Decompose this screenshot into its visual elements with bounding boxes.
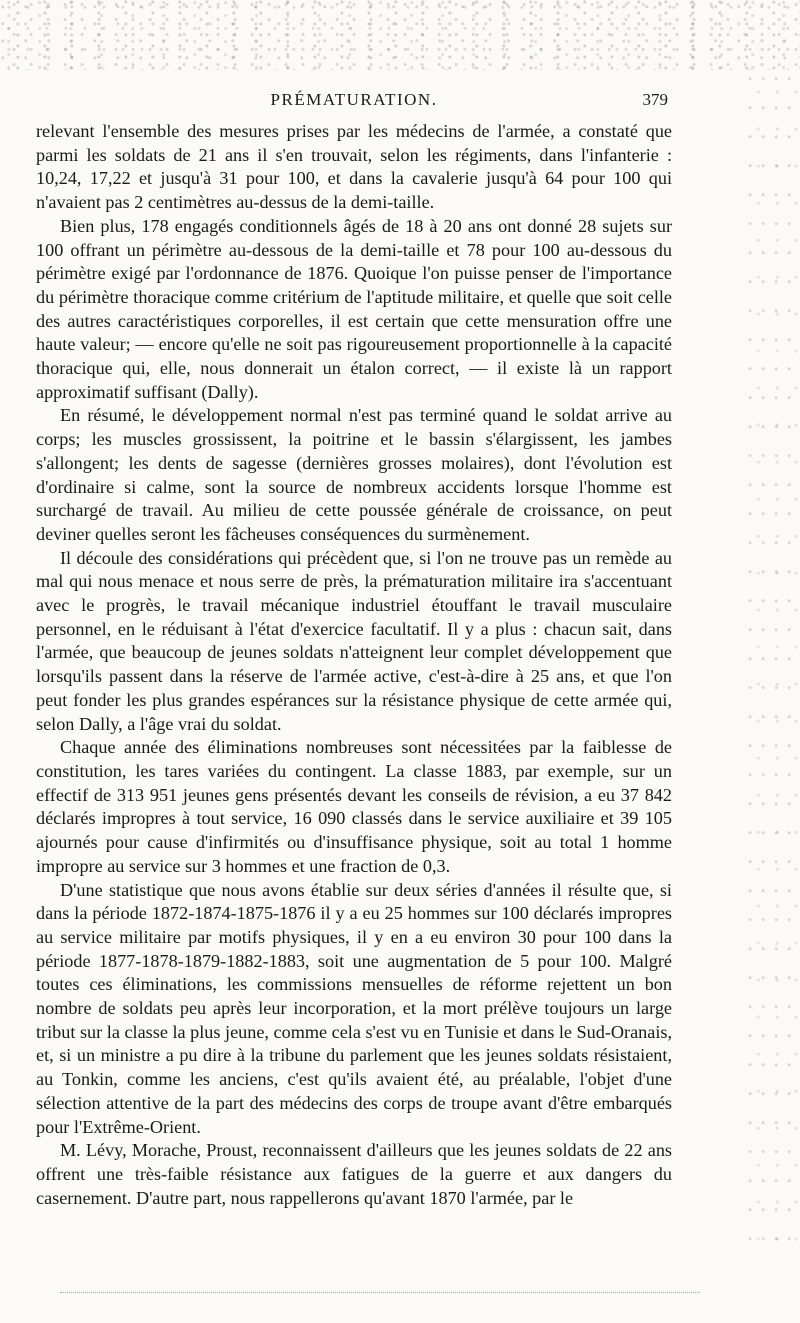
body-text [36, 120, 672, 1210]
paragraph-4: Il découle des considérations qui précèdent que, si l'on ne trouve pas un remède au mal qui nous menace et nous serre de près, la prématuration militaire ira s'accentuant avec le progrès, le travail mécanique industriel étouffant le travail musculaire personnel, en le réduisant à l'état d'exercice facultatif. Il y a plus : chacun sait, dans l'armée, que beaucoup de jeunes soldats n'atteignent leur complet développement que lorsqu'ils passent dans la réserve de l'armée active, c'est-à-dire à 25 ans, et que l'on peut fonder les plus grandes espérances sur la résistance physique de cette armée qui, selon Dally, a l'âge vrai du soldat. [36, 547, 672, 734]
book-page [36, 86, 672, 1210]
scan-noise-top [0, 0, 800, 70]
running-head [36, 86, 672, 116]
paragraph-6: D'une statistique que nous avons établie sur deux séries d'années il résulte que, si dans la période 1872-1874-1875-1876 il y a eu 25 hommes sur 100 déclarés impropres au service militaire par motifs physiques, il y en a eu environ 30 pour 100 dans la période 1877-1878-1879-1882-1883, soit une augmentation de 5 pour 100. Malgré toutes ces éliminations, les commissions mensuelles de réforme rejettent un bon nombre de soldats peu après leur incorporation, et la mort prélève toujours un large tribut sur la classe la plus jeune, comme cela s'est vu en Tunisie et dans le Sud-Oranais, et, si un ministre a pu dire à la tribune du parlement que les jeunes soldats résistaient, au Tonkin, comme les anciens, c'est qu'ils avaient été, au préalable, l'objet d'une sélection attentive de la part des médecins des corps de troupe avant d'être embarqués pour l'Extrême-Orient. [36, 879, 672, 1137]
paragraph-1: relevant l'ensemble des mesures prises par les médecins de l'armée, a constaté que parmi les soldats de 21 ans il s'en trouvait, selon les régiments, dans l'infanterie : 10,24, 17,22 et jusqu'à 31 pour 100, et dans la cavalerie jusqu'à 64 pour 100 qui n'avaient pas 2 centimètres au-dessus de la demi-taille. [36, 121, 672, 213]
scan-noise-bottom [60, 1292, 700, 1296]
scan-noise-right [745, 70, 800, 1260]
paragraph-5: Chaque année des éliminations nombreuses sont nécessitées par la faiblesse de constitution, les tares variées du contingent. La classe 1883, par exemple, sur un effectif de 313 951 jeunes gens présentés devant les conseils de révision, a eu 37 842 déclarés impropres à tout service, 16 090 classés dans le service auxiliaire et 39 105 ajournés pour cause d'infirmités ou d'insuffisance physique, soit au total 1 homme impropre au service sur 3 hommes et une fraction de 0,3. [36, 737, 672, 876]
paragraph-3: En résumé, le développement normal n'est pas terminé quand le soldat arrive au corps; les muscles grossissent, la poitrine et le bassin s'élargissent, les jambes s'allongent; les dents de sagesse (dernières grosses molaires), dont l'évolution est d'ordinaire si calme, sont la source de nombreux accidents lorsque l'homme est surchargé de travail. Au milieu de cette poussée générale de croissance, on peut deviner quelles seront les fâcheuses conséquences du surmènement. [36, 405, 672, 544]
paragraph-7: M. Lévy, Morache, Proust, reconnaissent d'ailleurs que les jeunes soldats de 22 ans offrent une très-faible résistance aux fatigues de la guerre et aux dangers du casernement. D'autre part, nous rappellerons qu'avant 1870 l'armée, par le [36, 1140, 672, 1208]
page-number: 379 [642, 90, 668, 109]
running-title: PRÉMATURATION. [270, 90, 438, 109]
paragraph-2: Bien plus, 178 engagés conditionnels âgés de 18 à 20 ans ont donné 28 sujets sur 100 offrant un périmètre au-dessous de la demi-taille et 78 pour 100 au-dessous du périmètre exigé par l'ordonnance de 1876. Quoique l'on puisse penser de l'importance du périmètre thoracique comme critérium de l'aptitude militaire, et quelle que soit celle des autres caractéristiques corporelles, il est certain que cette mensuration offre une haute valeur; — encore qu'elle ne soit pas rigoureusement proportionnelle à la capacité thoracique qui, elle, nous donnerait un étalon correct, — il existe là un rapport approximatif suffisant (Dally). [36, 215, 672, 402]
